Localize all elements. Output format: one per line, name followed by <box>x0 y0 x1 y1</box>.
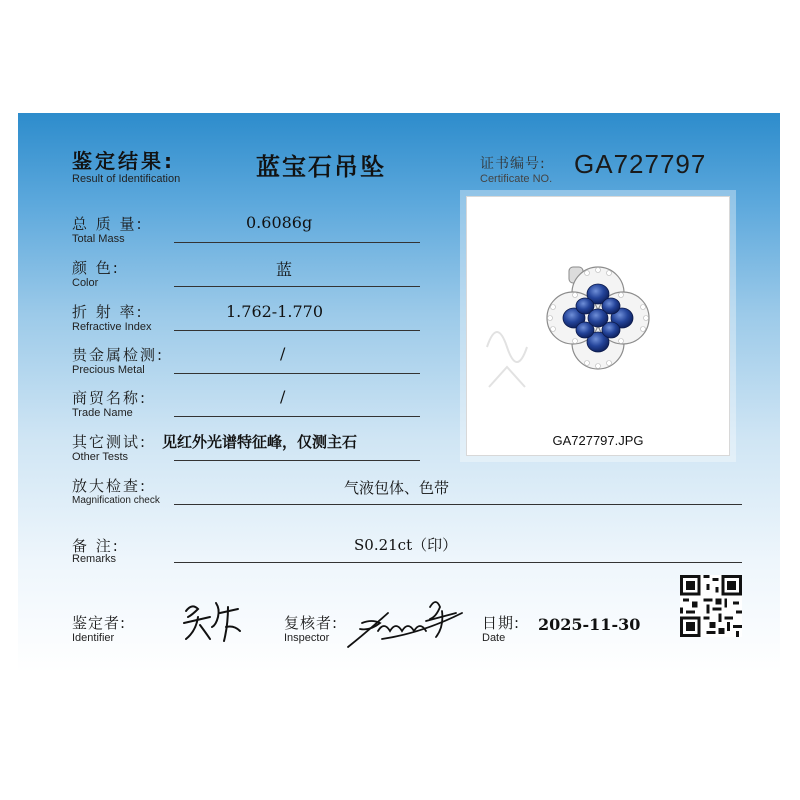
precious-metal-underline <box>174 373 420 374</box>
refractive-index-label-en: Refractive Index <box>72 321 152 333</box>
total-mass-underline <box>174 242 420 243</box>
qr-code-icon <box>680 575 742 637</box>
other-tests-label: 其它测试: <box>72 433 148 451</box>
result-value: 蓝宝石吊坠 <box>256 153 386 181</box>
trade-name-underline <box>174 416 420 417</box>
identifier-label: 鉴定者: <box>72 614 127 632</box>
photo-caption: GA727797.JPG <box>552 433 644 448</box>
trade-name-value: / <box>280 387 286 406</box>
precious-metal-label: 贵金属检测: <box>72 346 165 364</box>
certificate-card <box>18 113 780 673</box>
inspector-signature <box>342 587 472 657</box>
remarks-underline <box>174 562 742 563</box>
magnification-underline <box>174 504 742 505</box>
color-label: 颜 色: <box>72 259 120 277</box>
identifier-label-en: Identifier <box>72 632 115 644</box>
color-label-en: Color <box>72 277 99 289</box>
total-mass-label: 总 质 量: <box>72 215 144 233</box>
precious-metal-value: / <box>280 344 286 363</box>
refractive-index-label: 折 射 率: <box>72 303 144 321</box>
magnification-label-en: Magnification check <box>72 495 160 506</box>
other-tests-value: 见红外光谱特征峰，仅测主石 <box>162 433 358 451</box>
item-photo <box>466 196 730 456</box>
trade-name-label: 商贸名称: <box>72 389 148 407</box>
refractive-index-value: 1.762-1.770 <box>226 302 324 321</box>
remarks-label-en: Remarks <box>72 553 117 565</box>
other-tests-label-en: Other Tests <box>72 451 129 463</box>
certificate-number: GA727797 <box>574 149 707 179</box>
certificate-label: 证书编号: <box>480 156 546 172</box>
precious-metal-label-en: Precious Metal <box>72 364 145 376</box>
other-tests-underline <box>174 460 420 461</box>
inspector-label: 复核者: <box>284 614 339 632</box>
refractive-index-underline <box>174 330 420 331</box>
magnification-label: 放大检查: <box>72 477 148 495</box>
trade-name-label-en: Trade Name <box>72 407 133 419</box>
sapphire-pendant-photo <box>467 197 729 455</box>
total-mass-label-en: Total Mass <box>72 233 125 245</box>
date-value: 2025-11-30 <box>538 615 641 634</box>
result-label-en: Result of Identification <box>72 173 181 185</box>
color-value: 蓝 <box>276 260 293 279</box>
total-mass-value: 0.6086g <box>246 213 313 232</box>
result-label: 鉴定结果: <box>72 149 175 173</box>
remarks-label: 备 注: <box>72 537 120 555</box>
magnification-value: 气液包体、色带 <box>344 479 450 497</box>
certificate-label-en: Certificate NO. <box>480 173 553 185</box>
identifier-signature <box>176 589 256 653</box>
date-label: 日期: <box>482 614 521 632</box>
remarks-value: S0.21ct（印） <box>354 536 458 554</box>
date-label-en: Date <box>482 632 506 644</box>
inspector-label-en: Inspector <box>284 632 330 644</box>
color-underline <box>174 286 420 287</box>
